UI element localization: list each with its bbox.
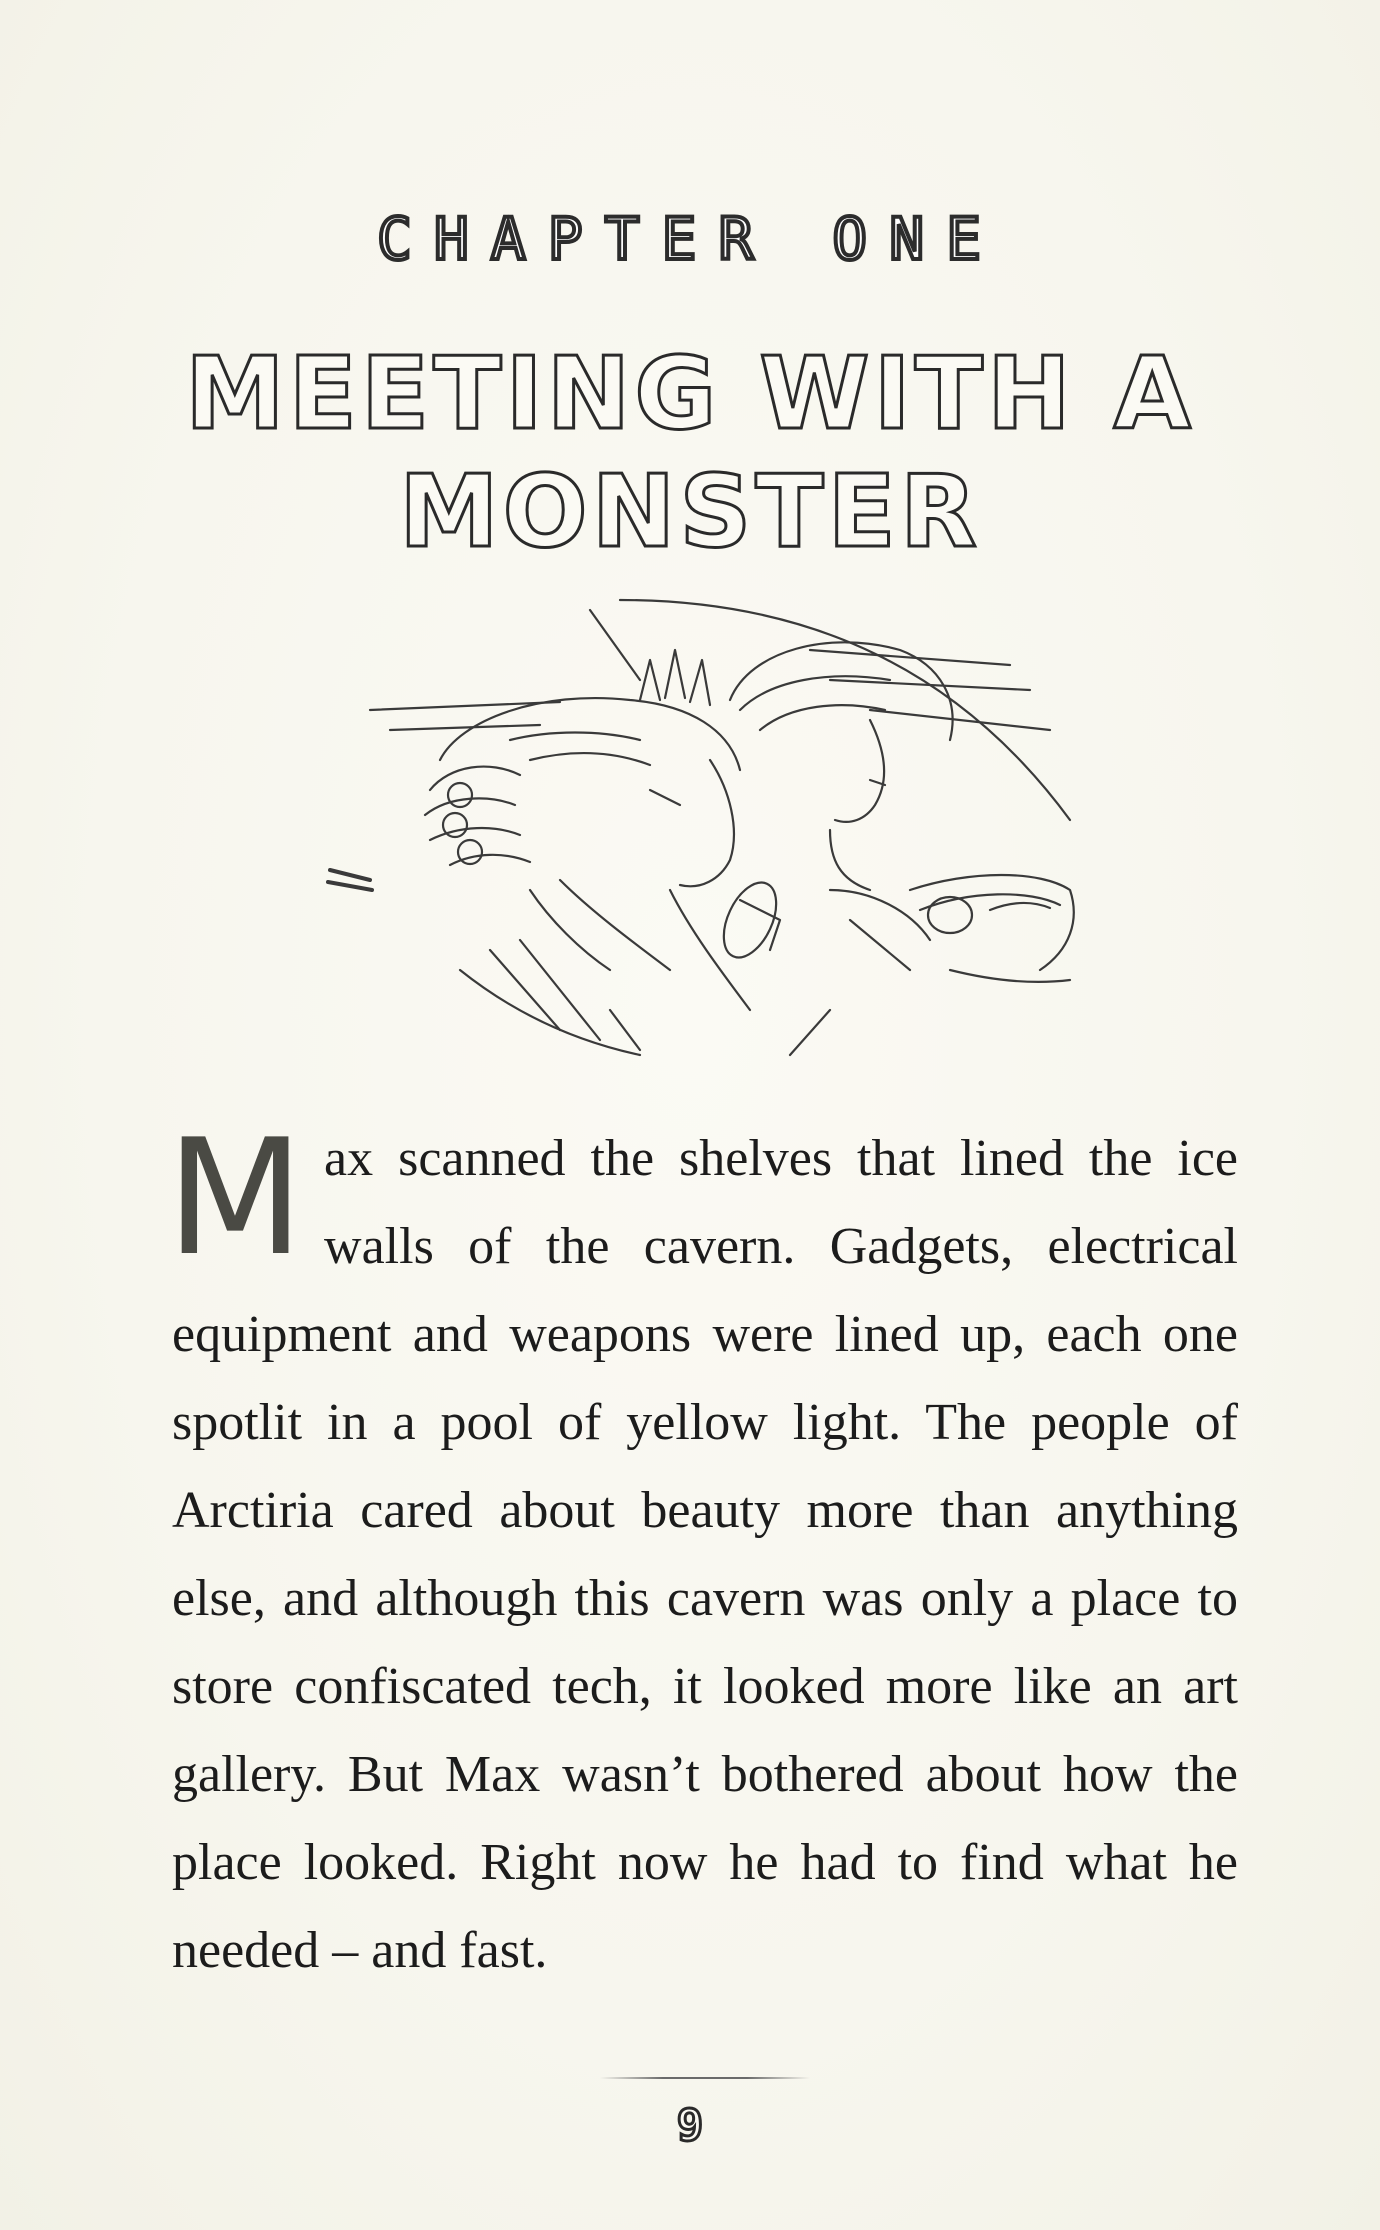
footer-divider (600, 2077, 810, 2079)
illustration-two-figures-in-vehicle-icon (310, 590, 1110, 1060)
chapter-title: MEETING WITH A MONSTER (185, 335, 1195, 570)
page-number: 9 (676, 2100, 704, 2151)
opening-paragraph: ax scanned the shelves that lined the ice walls of the cavern. Gadgets, electrical equipment and weapons were lined up, each one spotlit in a pool of yellow light. The people of Arctiria cared about beauty more than anything else, and although this cavern was only a place to store confiscated tech, it looked more like an art gallery. But Max wasn’t bothered about how the place looked. Right now he had to find what he needed – and fast. (172, 1130, 1238, 1979)
chapter-body-text (166, 1104, 1238, 1995)
drop-cap: M (166, 1104, 305, 1291)
chapter-label: CHAPTER ONE (376, 205, 1004, 273)
